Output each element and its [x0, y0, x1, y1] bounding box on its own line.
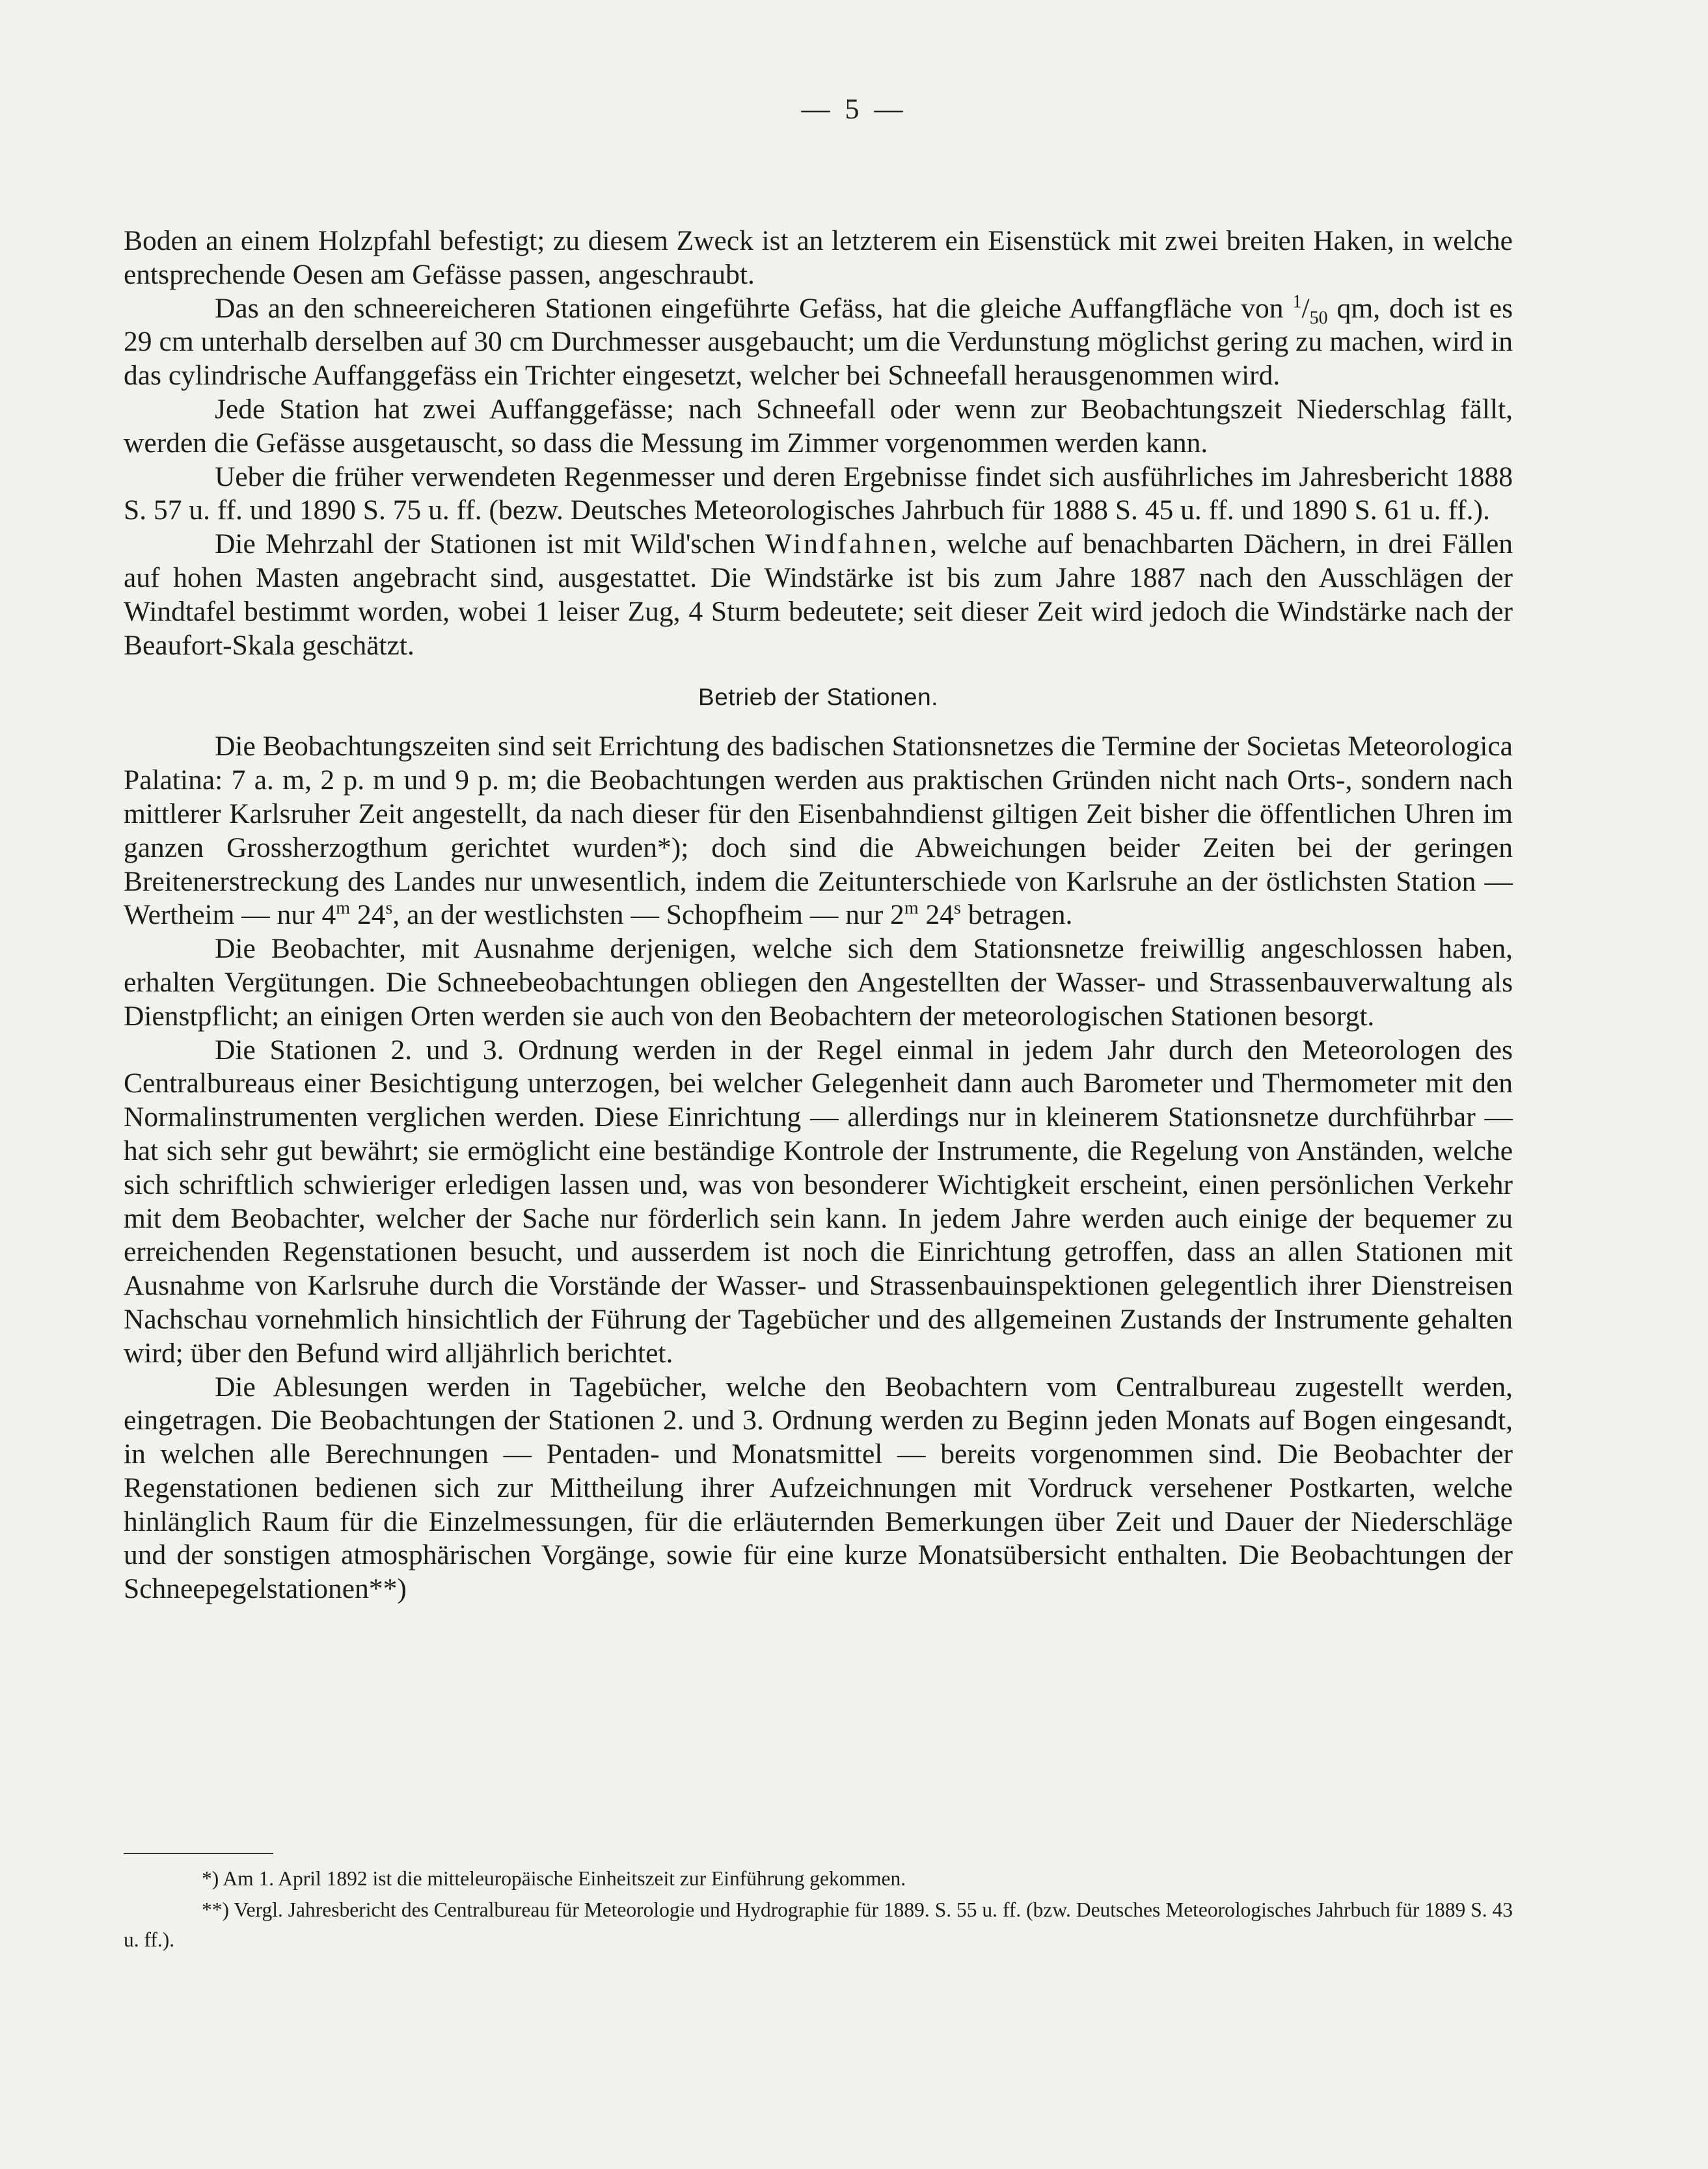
paragraph-1: Boden an einem Holzpfahl befestigt; zu diesem Zweck ist an letzterem ein Eisenstück mit zwei breiten Haken, in welche entsprechende Oesen am Gefässe passen, angeschraubt. [124, 225, 1513, 290]
minutes-superscript-2: m [904, 898, 919, 919]
seconds-superscript-1: s [385, 898, 393, 919]
paragraph-6-text-b: , an der westlichsten — Schopfheim — nur 2 [392, 899, 904, 931]
footnote-rule [124, 1853, 273, 1854]
paragraph-6-seconds-value-2: 24 [925, 899, 954, 931]
section-heading: Betrieb der Stationen. [698, 684, 938, 711]
fraction-numerator: 1 [1292, 291, 1302, 312]
body-text [124, 224, 1513, 1606]
minutes-superscript-1: m [336, 898, 351, 919]
paragraph-9: Die Ablesungen werden in Tagebücher, welche den Beobachtern vom Centralbureau zugestellt werden, eingetragen. Die Beobachtungen der Stationen 2. und 3. Ordnung werden zu Beginn jeden Monats auf Bogen eingesandt, in welchen alle Berechnungen — Pentaden- und Monatsmittel — bereits vorgenommen sind. Die Beobachter der Regenstationen bedienen sich zur Mittheilung ihrer Aufzeichnungen mit Vordruck versehener Postkarten, welche hinlänglich Raum für die Einzelmessungen, für die erläuternden Bemerkungen über Zeit und Dauer der Niederschläge und der sonstigen atmosphärischen Vorgänge, sowie für eine kurze Monatsübersicht enthalten. Die Beobachtungen der Schneepegelstationen**) [124, 1371, 1513, 1605]
paragraph-6 [124, 730, 1513, 932]
paragraph-7: Die Beobachter, mit Ausnahme derjenigen, welche sich dem Stationsnetze freiwillig angeschlossen haben, erhalten Vergütungen. Die Schneebeobachtungen obliegen den Angestellten der Wasser- und Strassenbauverwaltung als Dienstpflicht; an einigen Orten werden sie auch von den Beobachtern der meteorologischen Stationen besorgt. [124, 933, 1513, 1032]
windfahnen-term: Windfahnen [765, 528, 930, 560]
footnote-1: *) Am 1. April 1892 ist die mitteleuropäische Einheitszeit zur Einführung gekommen. [202, 1867, 906, 1890]
paragraph-4: Ueber die früher verwendeten Regenmesser und deren Ergebnisse findet sich ausführliches im Jahresbericht 1888 S. 57 u. ff. und 1890 S. 75 u. ff. (bezw. Deutsches Meteorologisches Jahrbuch für 1888 S. 45 u. ff. und 1890 S. 61 u. ff.). [124, 461, 1513, 526]
footnotes [124, 1864, 1513, 1956]
paragraph-2-text-b: qm, doch ist es 29 cm unterhalb derselben auf 30 cm Durchmesser ausgebaucht; um die Verdunstung möglichst gering zu machen, wird in das cylindrische Auffanggefäss ein Trichter eingesetzt, welcher bei Schneefall herausgenommen wird. [124, 292, 1513, 392]
paragraph-6-text-c: betragen. [960, 899, 1073, 931]
seconds-superscript-2: s [953, 898, 961, 919]
paragraph-6-text-a: Die Beobachtungszeiten sind seit Errichtung des badischen Stationsnetzes die Termine der Societas Meteorologica Palatina: 7 a. m, 2 p. m und 9 p. m; die Beobachtungen werden aus praktischen Gründen nicht nach Orts-, sondern nach mittlerer Karlsruher Zeit angestellt, da nach dieser für den Eisenbahndienst giltigen Zeit bisher die öffentlichen Uhren im ganzen Grossherzogthum gerichtet wurden*); doch sind die Abweichungen beider Zeiten bei der geringen Breitenerstreckung des Landes nur unwesentlich, indem die Zeitunterschiede von Karlsruhe an der östlichsten Station — Wertheim — nur 4 [124, 731, 1513, 931]
footnote-2: **) Vergl. Jahresbericht des Centralbureau für Meteorologie und Hydrographie für 1889. S. 55 u. ff. (bzw. Deutsches Meteorologisches Jahrbuch für 1889 S. 43 u. ff.). [124, 1898, 1513, 1951]
page-number: — 5 — [801, 93, 907, 125]
paragraph-2: Das an den schneereicheren Stationen eingeführte Gefäss, hat die gleiche Auffangfläche von $^1/_{50}$ qm, doch ist es 29 cm unterhalb derselben auf 30 cm Durchmesser ausgebaucht; um die Verdunstung möglichst gering zu machen, wird in das cylindrische Auffanggefäss ein Trichter eingesetzt, welcher bei Schneefall herausgenommen wird. [124, 291, 1513, 392]
paragraph-6-seconds-value-1: 24 [357, 899, 386, 931]
paragraph-3: Jede Station hat zwei Auffanggefässe; nach Schneefall oder wenn zur Beobachtungszeit Niederschlag fällt, werden die Gefässe ausgetauscht, so dass die Messung im Zimmer vorgenommen werden kann. [124, 393, 1513, 459]
paragraph-8: Die Stationen 2. und 3. Ordnung werden in der Regel einmal in jedem Jahr durch den Meteorologen des Centralbureaus einer Besichtigung unterzogen, bei welcher Gelegenheit dann auch Barometer und Thermometer mit den Normalinstrumenten verglichen werden. Diese Einrichtung — allerdings nur in kleinerem Stationsnetze durchführbar — hat sich sehr gut bewährt; sie ermöglicht eine beständige Kontrole der Instrumente, die Regelung von Anständen, welche sich schriftlich schwieriger erledigen lassen und, was von besonderer Wichtigkeit erscheint, einen persönlichen Verkehr mit dem Beobachter, welcher der Sache nur förderlich sein kann. In jedem Jahre werden auch einige der bequemer zu erreichenden Regenstationen besucht, und ausserdem ist noch die Einrichtung getroffen, dass an allen Stationen mit Ausnahme von Karlsruhe durch die Vorstände der Wasser- und Strassenbauinspektionen gelegentlich ihrer Dienstreisen Nachschau vornehmlich hinsichtlich der Führung der Tagebücher und des allgemeinen Zustands der Instrumente gehalten wird; über den Befund wird alljährlich berichtet. [124, 1034, 1513, 1369]
fraction-denominator: 50 [1309, 308, 1328, 329]
paragraph-5 [124, 528, 1513, 662]
paragraph-5-text-b: , welche auf benachbarten Dächern, in drei Fällen auf hohen Masten angebracht sind, ausgestattet. Die Windstärke ist bis zum Jahre 1887 nach den Ausschlägen der Windtafel bestimmt worden, wobei 1 leiser Zug, 4 Sturm bedeutete; seit dieser Zeit wird jedoch die Windstärke nach der Beaufort-Skala geschätzt. [124, 528, 1513, 661]
paragraph-2-text-a: Das an den schneereicheren Stationen eingeführte Gefäss, hat die gleiche Auffangfläche von [215, 292, 1284, 324]
paragraph-5-text-a: Die Mehrzahl der Stationen ist mit Wild'schen [215, 528, 755, 560]
